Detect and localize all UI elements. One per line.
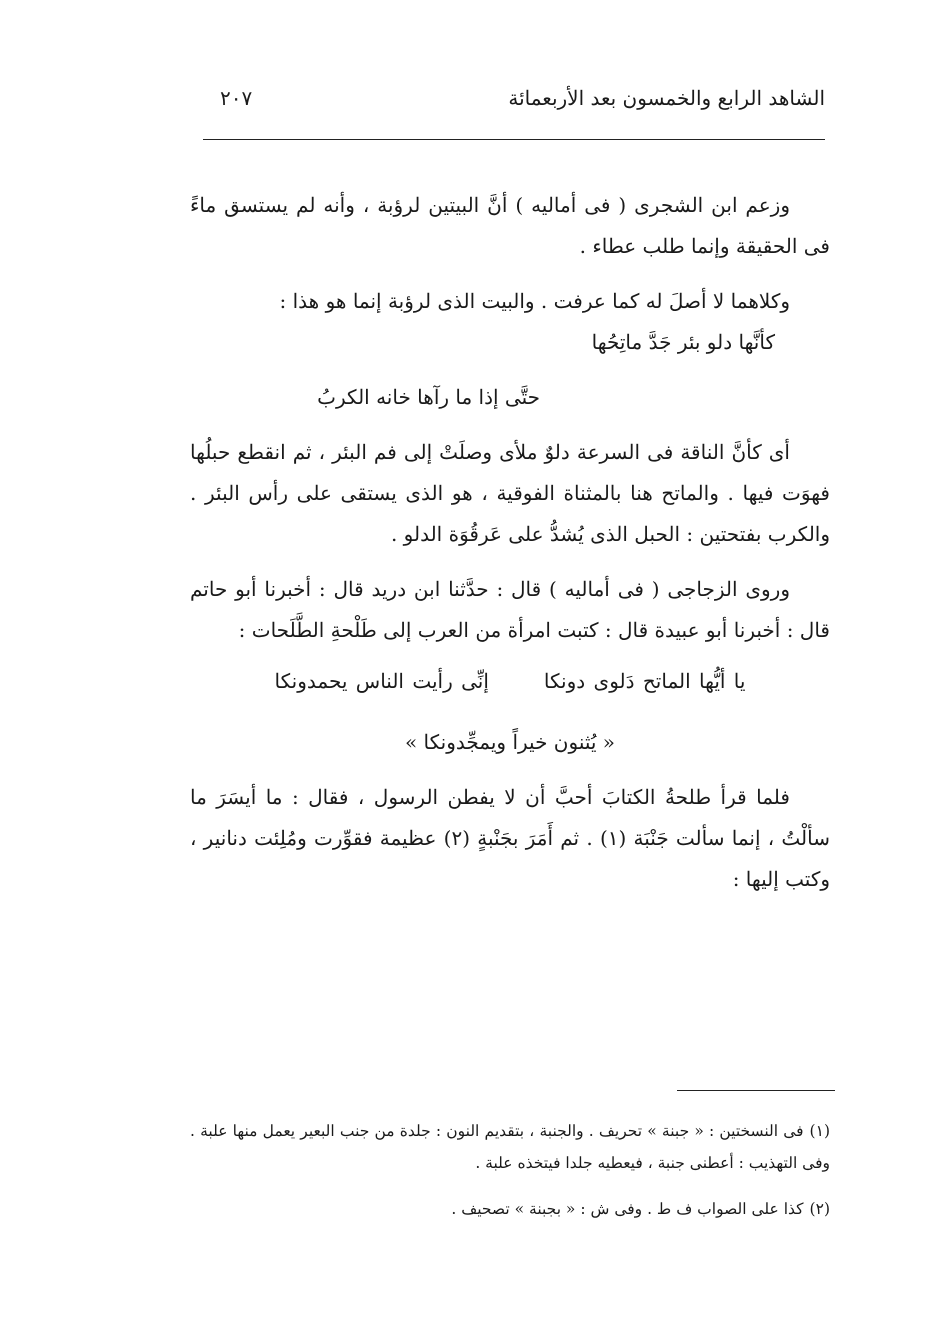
verse-line-2: حتَّى إذا ما رآها خانه الكربُ: [317, 385, 540, 409]
footnote-1-marker: (١): [809, 1122, 830, 1140]
verse-hemistich-2: إنِّى رأيت الناس يحمدونكا: [274, 669, 489, 693]
footnote-2-marker: (٢): [809, 1200, 830, 1218]
main-text: [190, 185, 830, 900]
footnote-rule: [677, 1090, 835, 1091]
header-rule: [203, 139, 825, 140]
paragraph-4: وروى الزجاجى ( فى أماليه ) قال : حدَّثنا ابن دريد قال : أخبرنا أبو حاتم قال : أخبرنا أبو عبيدة قال : كتبت امرأة من العرب إلى طَلْحةِ الطَّلَحات :: [190, 577, 830, 642]
footnote-2: [190, 1193, 830, 1225]
running-title: الشاهد الرابع والخمسون بعد الأربعمائة: [508, 86, 825, 110]
footnote-1: [190, 1115, 830, 1179]
page-number: ٢٠٧: [220, 86, 253, 110]
paragraph-2: وكلاهما لا أصلَ له كما عرفت . والبيت الذى لرؤبة إنما هو هذا :: [279, 289, 790, 313]
footnote-2-text: كذا على الصواب ف ط . وفى ش : « بجبنة » تصحيف .: [451, 1200, 804, 1218]
paragraph-3: أى كأنَّ الناقة فى السرعة دلوٌ ملأى وصلَتْ إلى فم البئر ، ثم انقطع حبلُها فهوَت فيها . والماتح هنا بالمثناة الفوقية ، هو الذى يستقى على رأس البئر . والكرب بفتحتين : الحبل الذى يُشدُّ على عَرقُوَة الدلو .: [190, 440, 830, 546]
verse-line-4: « يُثنون خيراً ويمجِّدونكا »: [404, 730, 616, 754]
footnotes: [190, 1115, 830, 1225]
verse-hemistich-1: يا أيُّها الماتح دَلوى دونكا: [543, 669, 746, 693]
footnote-1-text: فى النسختين : « جبنة » تحريف . والجنبة ، بتقديم النون : جلدة من جنب البعير يعمل منها علبة . وفى التهذيب : أعطنى جنبة ، فيعطيه جلدا فيتخذه علبة .: [190, 1122, 830, 1172]
page-header: [200, 80, 825, 120]
verse-line-1: كأنَّها دلو بئر جَدَّ ماتِحُها: [591, 330, 775, 354]
paragraph-1: وزعم ابن الشجرى ( فى أماليه ) أنَّ البيتين لرؤبة ، وأنه لم يستسق ماءً فى الحقيقة وإنما طلب عطاء .: [190, 193, 830, 258]
verse-couplet: [190, 661, 830, 702]
paragraph-5: فلما قرأ طلحةُ الكتابَ أحبَّ أن لا يفطن الرسول ، فقال : ما أيسَرَ ما سألْتُ ، إنما سألت جَنْبَة (١) . ثم أَمَرَ بجَنْبةٍ (٢) عظيمة فقوِّرت ومُلِئت دنانير ، وكتب إليها :: [190, 785, 831, 891]
